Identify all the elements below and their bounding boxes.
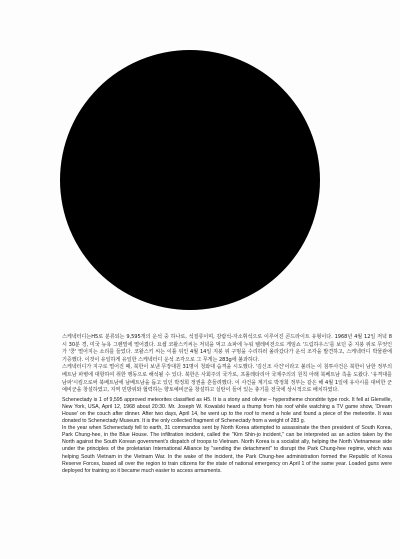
english-paragraph: Schenectady is 1 of 9,595 approved meteorites classified as H5. It is a stony and olivine – hyperstheme chondrite type rock. It fell at Glenville, New York, USA, April 12, 1968 about 20:30. Mr. Joseph W. Kowalski heard a thump from his roof while watching a TV game show, 'Dream House' on the couch after dinner. After two days, April 14, he went up to the roof to mend a hole and found a piece of the meteorite. It was donated to Schenectady Museum. It is the only collected fragment of Schenectady from a weight of 283 g. In the year when Schenectady fell to earth, 31 commandos sent by North Korea attempted to assassinate the then president of South Korea, Park Chung-hee, in the Blue House. The infiltration incident, called the "Kim Shin-jo incident," can be interpreted as an action taken by the North against the South Korean government's dispatch of troops to Vietnam. North Korea is a socialist ally, helping the North Vietnamese side under the principles of the proletarian International Alliance by "sending the detachment" to disrupt the Park Chung-hee regime, which was helping South Vietnam in the Vietnam War. In the wake of the incident, the Park Chung-hee administration formed the Republic of Korea Reserve Forces, based all over the region to train citizens for the state of national emergency on April 1 of the same year. Loaded guns were deployed for training so it became much easier to access armaments. (62, 396, 392, 474)
text-block (62, 334, 392, 475)
korean-paragraph: 스케넥터디는H5로 분류되는 9,595개의 운석 중 하나로, 석질류이며, 감람석-자소휘석으로 이루어진 콘드라이트 유형이다. 1968년 4월 12일 저녁 8시 30분 경, 미국 뉴욕 그렌빌에 떨어졌다. 요셉 코왈스키씨는 저녁을 먹고 쇼파에 누워 텔레비전으로 게임쇼 '드림하우스'를 보던 중 지붕 위로 무엇인가 '쿵' 떨어지는 소리를 들었다. 코왈스키 씨는 이틀 뒤인 4월 14일 지붕 위 구멍을 수리하러 올라갔다가 운석 조각을 발견하고, 스케넥터디 박물관에 기증했다. 이것이 유일하게 유일한 스케넥터디 운석 조각으로 그 무게는 283g에 불과하다. 스케넥터디가 지구로 떨어진 때, 북한이 보낸 무장대원 31명이 청와대 습격을 시도했다. '김신조 사건'이라고 불리는 이 침투사건은 북한이 남한 정부의 베트남 파병에 대항하여 취한 행동으로 해석될 수 있다. 북한은 사회주의 국가로, 프롤레타리아 국제주의의 원칙 아래 북베트남 측을 도왔다. '유격대를 남파'시킴으로써 북베트남에 남베트남을 돕고 있던 박정희 정권을 흔들려했다. 이 사건을 계기로 박정희 정부는 같은 해 4월 1일에 유사시를 대비한 군예비군을 창설하였고, 지역 민방위와 협력하는 향토예비군을 창설하고 실탄이 들어 있는 총기를 전국에 상시적으로 배치하였다. (62, 334, 392, 394)
black-circle (60, 50, 320, 310)
